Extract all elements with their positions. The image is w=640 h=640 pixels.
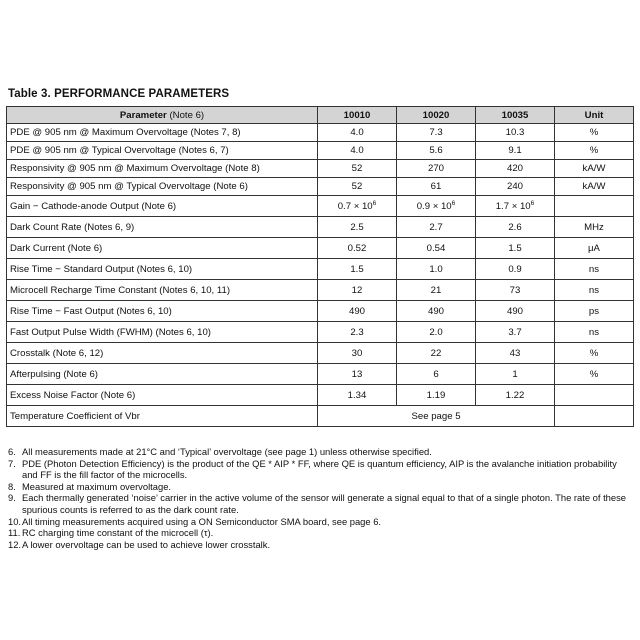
row-value-10010: 13 [318, 364, 397, 385]
row-value-10010: 52 [318, 178, 397, 196]
header-unit: Unit [555, 107, 634, 124]
table-row [7, 178, 634, 196]
footnote [8, 539, 632, 551]
table-row [7, 322, 634, 343]
row-value-10020: 22 [397, 343, 476, 364]
row-parameter: Rise Time − Standard Output (Notes 6, 10) [7, 259, 318, 280]
table-row [7, 142, 634, 160]
row-value-10010: 4.0 [318, 142, 397, 160]
footnote-text: Each thermally generated ‘noise’ carrier in the active volume of the sensor will generate a signal equal to that of a single photon. The rate of these spurious counts is referred to as the dark count rate. [22, 492, 626, 515]
row-value-10010 [318, 196, 397, 217]
row-parameter: Responsivity @ 905 nm @ Typical Overvoltage (Note 6) [7, 178, 318, 196]
table-row [7, 280, 634, 301]
footnote-text: A lower overvoltage can be used to achieve lower crosstalk. [22, 538, 271, 550]
row-value-10035: 1 [476, 364, 555, 385]
row-unit: ns [555, 280, 634, 301]
footnote [8, 516, 632, 528]
performance-table [6, 106, 634, 427]
row-value-10020: 1.19 [397, 385, 476, 406]
footnote-number: 12. [8, 538, 22, 550]
row-parameter: Temperature Coefficient of Vbr [7, 406, 318, 427]
row-unit: ps [555, 301, 634, 322]
row-value-10020: 61 [397, 178, 476, 196]
table-row [7, 343, 634, 364]
footnote-number: 6. [8, 446, 16, 457]
footnote-text: Measured at maximum overvoltage. [22, 480, 172, 492]
row-unit: % [555, 364, 634, 385]
row-value-10010: 490 [318, 301, 397, 322]
row-value-10035: 2.6 [476, 217, 555, 238]
row-value-10010: 0.52 [318, 238, 397, 259]
row-parameter: PDE @ 905 nm @ Typical Overvoltage (Notes 6, 7) [7, 142, 318, 160]
table-row [7, 196, 634, 217]
row-unit: ns [555, 259, 634, 280]
row-unit: % [555, 343, 634, 364]
row-value-10020: 490 [397, 301, 476, 322]
row-unit: kA/W [555, 178, 634, 196]
footnotes [8, 446, 632, 550]
row-value-10035 [476, 196, 555, 217]
row-value-10020: 5.6 [397, 142, 476, 160]
row-value-10035: 10.3 [476, 124, 555, 142]
row-value-10010: 2.5 [318, 217, 397, 238]
row-parameter: Crosstalk (Note 6, 12) [7, 343, 318, 364]
row-value-10010: 2.3 [318, 322, 397, 343]
row-parameter: Microcell Recharge Time Constant (Notes 6, 10, 11) [7, 280, 318, 301]
row-parameter: Excess Noise Factor (Note 6) [7, 385, 318, 406]
row-value-10020: 0.54 [397, 238, 476, 259]
row-parameter: Fast Output Pulse Width (FWHM) (Notes 6, 10) [7, 322, 318, 343]
table-row [7, 160, 634, 178]
gain-exponent: 6 [372, 199, 377, 207]
table-row [7, 259, 634, 280]
footnote-number: 9. [8, 492, 16, 504]
row-value-10010: 30 [318, 343, 397, 364]
row-parameter: Gain − Cathode-anode Output (Note 6) [7, 196, 318, 217]
row-value-10035: 420 [476, 160, 555, 178]
row-parameter: Dark Current (Note 6) [7, 238, 318, 259]
table-row [7, 238, 634, 259]
header-10020: 10020 [397, 107, 476, 124]
row-value-10020: 7.3 [397, 124, 476, 142]
footnote-text: RC charging time constant of the microcell (τ). [22, 527, 214, 539]
header-parameter-label: Parameter [119, 109, 167, 121]
row-unit: % [555, 142, 634, 160]
row-unit [555, 385, 634, 406]
footnote-number: 8. [8, 480, 16, 492]
row-value-10020 [397, 196, 476, 217]
header-parameter-note: (Note 6) [169, 109, 205, 121]
row-unit: % [555, 124, 634, 142]
row-value-10035: 240 [476, 178, 555, 196]
row-parameter: PDE @ 905 nm @ Maximum Overvoltage (Notes 7, 8) [7, 124, 318, 142]
row-value-10010: 1.5 [318, 259, 397, 280]
row-value-10035: 1.5 [476, 238, 555, 259]
row-value-10035: 43 [476, 343, 555, 364]
row-parameter: Dark Count Rate (Notes 6, 9) [7, 217, 318, 238]
row-value-10035: 3.7 [476, 322, 555, 343]
row-unit: MHz [555, 217, 634, 238]
footnote [8, 527, 632, 539]
row-unit: μA [555, 238, 634, 259]
footnote [8, 446, 632, 458]
gain-exponent: 6 [451, 199, 456, 207]
row-value-10010: 12 [318, 280, 397, 301]
table-row [7, 364, 634, 385]
row-value-10035: 1.22 [476, 385, 555, 406]
row-unit: kA/W [555, 160, 634, 178]
gain-mantissa: 0.7 × 10 [337, 200, 373, 212]
footnote [8, 481, 632, 493]
table-title: Table 3. PERFORMANCE PARAMETERS [8, 88, 230, 100]
table-row [7, 385, 634, 406]
row-unit [555, 406, 634, 427]
footnote-number: 10. [8, 515, 22, 527]
row-value-10010: 52 [318, 160, 397, 178]
row-value-10035: 73 [476, 280, 555, 301]
row-value-10020: 270 [397, 160, 476, 178]
row-value-10020: 1.0 [397, 259, 476, 280]
row-value-span: See page 5 [318, 406, 555, 427]
row-parameter: Responsivity @ 905 nm @ Maximum Overvoltage (Note 8) [7, 160, 318, 178]
gain-mantissa: 1.7 × 10 [495, 200, 531, 212]
footnote [8, 492, 632, 515]
row-value-10010: 1.34 [318, 385, 397, 406]
row-value-10035: 490 [476, 301, 555, 322]
row-value-10020: 21 [397, 280, 476, 301]
row-value-10035: 0.9 [476, 259, 555, 280]
row-parameter: Rise Time − Fast Output (Notes 6, 10) [7, 301, 318, 322]
row-value-10020: 2.0 [397, 322, 476, 343]
footnote-number: 11. [8, 527, 21, 539]
header-parameter [7, 107, 318, 124]
row-value-10035: 9.1 [476, 142, 555, 160]
row-parameter: Afterpulsing (Note 6) [7, 364, 318, 385]
row-unit: ns [555, 322, 634, 343]
row-value-10020: 6 [397, 364, 476, 385]
gain-mantissa: 0.9 × 10 [416, 200, 452, 212]
footnote-text: All measurements made at 21°C and ‘Typical’ overvoltage (see page 1) unless otherwise specified. [22, 446, 432, 457]
table-row [7, 217, 634, 238]
table-row [7, 301, 634, 322]
table-header-row [7, 107, 634, 124]
table-row [7, 124, 634, 142]
footnote-number: 7. [8, 457, 16, 469]
gain-exponent: 6 [530, 199, 535, 207]
footnote-text: PDE (Photon Detection Efficiency) is the product of the QE * AIP * FF, where QE is quantum efficiency, AIP is the avalanche initiation probability and FF is the fill factor of the microcells. [22, 457, 617, 481]
footnote-text: All timing measurements acquired using a ON Semiconductor SMA board, see page 6. [22, 515, 382, 527]
table-row [7, 406, 634, 427]
row-value-10010: 4.0 [318, 124, 397, 142]
row-value-10020: 2.7 [397, 217, 476, 238]
footnote [8, 458, 632, 481]
row-unit [555, 196, 634, 217]
header-10035: 10035 [476, 107, 555, 124]
header-10010: 10010 [318, 107, 397, 124]
